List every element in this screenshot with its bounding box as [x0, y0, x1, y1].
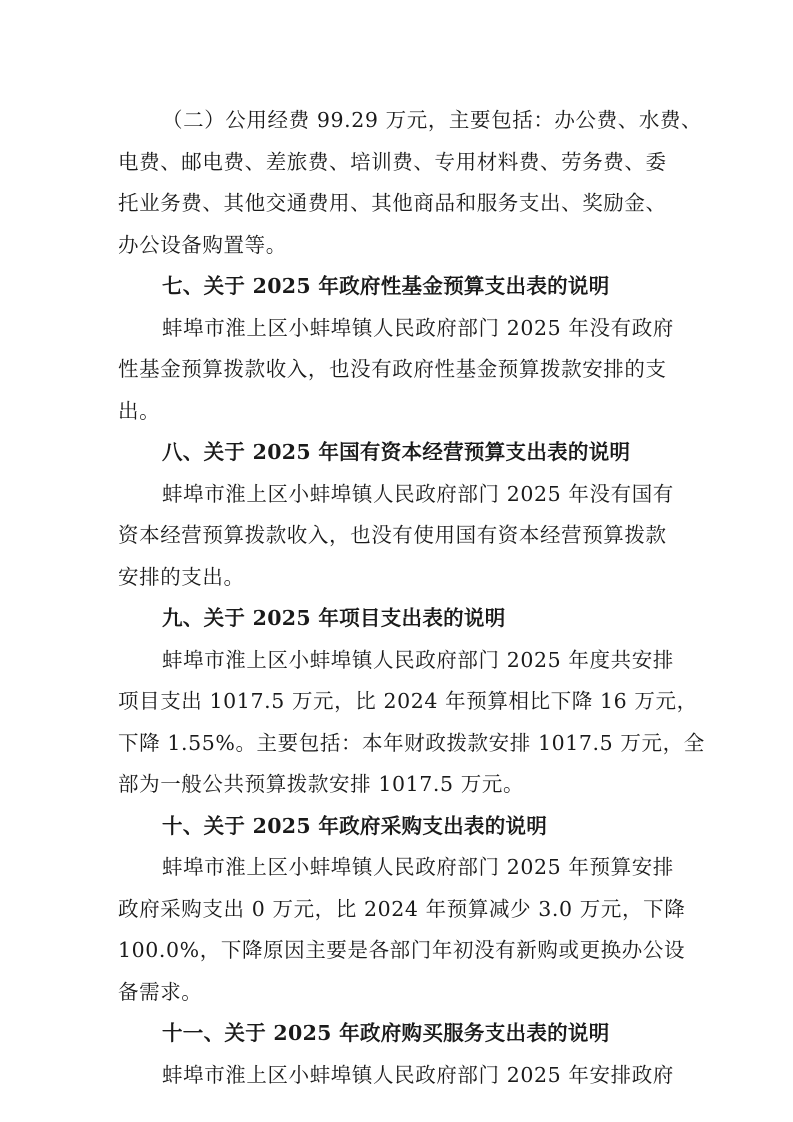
text-line: 蚌埠市淮上区小蚌埠镇人民政府部门 2025 年预算安排: [162, 855, 674, 879]
paragraph-purchase-services: [118, 1055, 678, 1097]
text-line: 项目支出 1017.5 万元，比 2024 年预算相比下降 16 万元，: [118, 689, 698, 713]
text-line: 出。: [118, 398, 161, 423]
text-line: 资本经营预算拨款收入，也没有使用国有资本经营预算拨款: [118, 523, 667, 547]
document-page: [118, 100, 705, 1096]
section-heading-9: 九、关于 2025 年项目支出表的说明: [162, 606, 506, 630]
paragraph-project-expenditure: [118, 640, 705, 806]
text-line: （二）公用经费 99.29 万元，主要包括：办公费、水费、: [162, 108, 703, 132]
text-line: 部为一般公共预算拨款安排 1017.5 万元。: [118, 772, 525, 796]
paragraph-government-fund: [118, 308, 678, 433]
section-heading-8: 八、关于 2025 年国有资本经营预算支出表的说明: [162, 440, 631, 464]
text-line: 办公设备购置等。: [118, 232, 287, 257]
text-line: 蚌埠市淮上区小蚌埠镇人民政府部门 2025 年度共安排: [162, 647, 674, 672]
text-line: 下降 1.55%。主要包括：本年财政拨款安排 1017.5 万元，全: [118, 730, 705, 755]
paragraph-state-capital: [118, 474, 678, 599]
text-line: 电费、邮电费、差旅费、培训费、专用材料费、劳务费、委: [118, 149, 667, 174]
text-line: 备需求。: [118, 979, 203, 1004]
text-line: 政府采购支出 0 万元，比 2024 年预算减少 3.0 万元，下降: [118, 896, 686, 921]
paragraph-government-procurement: [118, 847, 686, 1013]
text-line: 蚌埠市淮上区小蚌埠镇人民政府部门 2025 年安排政府: [162, 1062, 674, 1087]
paragraph-public-expenses: [118, 100, 703, 266]
section-heading-10: 十、关于 2025 年政府采购支出表的说明: [162, 813, 548, 838]
text-line: 安排的支出。: [118, 564, 245, 589]
text-line: 蚌埠市淮上区小蚌埠镇人民政府部门 2025 年没有国有: [162, 481, 674, 506]
text-line: 托业务费、其他交通费用、其他商品和服务支出、奖励金、: [118, 191, 667, 215]
section-heading-11: 十一、关于 2025 年政府购买服务支出表的说明: [162, 1021, 610, 1045]
text-line: 100.0%，下降原因主要是各部门年初没有新购或更换办公设: [118, 938, 686, 962]
text-line: 性基金预算拨款收入，也没有政府性基金预算拨款安排的支: [118, 357, 667, 381]
text-line: 蚌埠市淮上区小蚌埠镇人民政府部门 2025 年没有政府: [162, 315, 674, 340]
section-heading-7: 七、关于 2025 年政府性基金预算支出表的说明: [162, 274, 610, 298]
